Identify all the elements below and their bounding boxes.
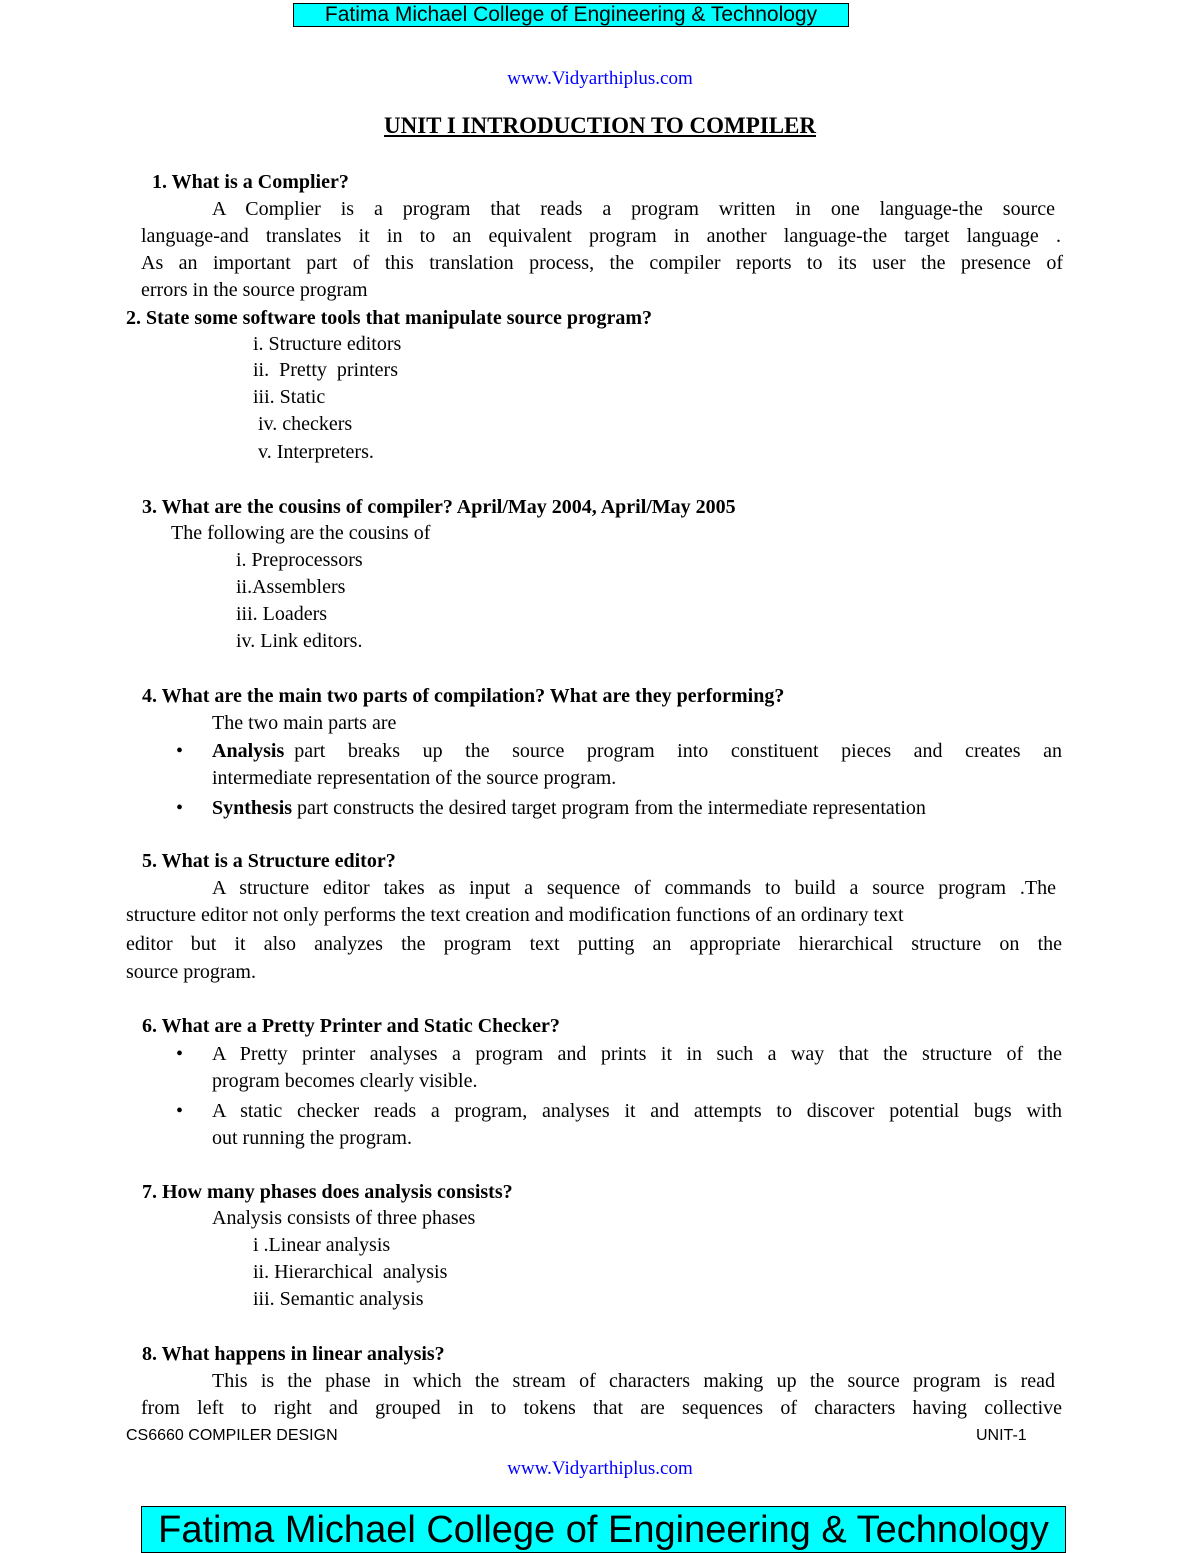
synthesis-term: Synthesis	[212, 797, 293, 819]
q5-line-1: A structure editor takes as input a sequence of commands to build a source program .The	[212, 877, 1056, 899]
q1-line-4: errors in the source program	[141, 279, 368, 301]
q6-question: 6. What are a Pretty Printer and Static Checker?	[142, 1015, 560, 1037]
q3-item-3: iii. Loaders	[236, 603, 328, 625]
q3-question: 3. What are the cousins of compiler? April/May 2004, April/May 2005	[142, 496, 736, 518]
q2-item-3: iii. Static	[253, 386, 326, 408]
footer-banner: Fatima Michael College of Engineering & Technology	[141, 1506, 1066, 1553]
q1-line-1: A Complier is a program that reads a program written in one language-the source	[212, 198, 1055, 220]
q6-bullet-2-line-1: A static checker reads a program, analyses it and attempts to discover potential bugs with	[212, 1100, 1062, 1122]
q4-question: 4. What are the main two parts of compilation? What are they performing?	[142, 685, 785, 707]
q7-item-2: ii. Hierarchical analysis	[253, 1261, 448, 1283]
q8-line-1: This is the phase in which the stream of characters making up the source program is read	[212, 1370, 1055, 1392]
q4-bullet-1-line-2: intermediate representation of the source program.	[212, 767, 617, 789]
site-link-top[interactable]: www.Vidyarthiplus.com	[507, 68, 693, 89]
footer-course: CS6660 COMPILER DESIGN	[126, 1427, 338, 1444]
q2-question: 2. State some software tools that manipulate source program?	[126, 307, 653, 329]
q7-item-3: iii. Semantic analysis	[253, 1288, 424, 1310]
q3-item-2: ii.Assemblers	[236, 576, 346, 598]
unit-title: UNIT I INTRODUCTION TO COMPILER	[384, 113, 816, 138]
site-link-bottom[interactable]: www.Vidyarthiplus.com	[507, 1458, 693, 1479]
q6-bullet-1-line-1: A Pretty printer analyses a program and prints it in such a way that the structure of the	[212, 1043, 1062, 1065]
q5-line-2: structure editor not only performs the text creation and modification functions of an ordinary text	[126, 904, 904, 926]
bullet-icon: •	[176, 1043, 184, 1065]
q2-item-2: ii. Pretty printers	[253, 359, 398, 381]
q2-item-5: v. Interpreters.	[258, 441, 374, 463]
q5-line-4: source program.	[126, 961, 256, 983]
q4-intro: The two main parts are	[212, 712, 397, 734]
q4-bullet-2	[212, 797, 926, 820]
q5-question: 5. What is a Structure editor?	[142, 850, 396, 872]
q3-item-1: i. Preprocessors	[236, 549, 363, 571]
q4-bullet-2-line-1: part constructs the desired target program from the intermediate representation	[297, 797, 926, 819]
analysis-term: Analysis	[212, 740, 285, 762]
q1-question: 1. What is a Complier?	[152, 171, 349, 193]
footer-unit: UNIT-1	[976, 1427, 1027, 1444]
bullet-icon: •	[176, 797, 184, 819]
q4-bullet-1	[212, 740, 1062, 763]
q7-intro: Analysis consists of three phases	[212, 1207, 476, 1229]
q7-item-1: i .Linear analysis	[253, 1234, 391, 1256]
q6-bullet-2-line-2: out running the program.	[212, 1127, 412, 1149]
q3-item-4: iv. Link editors.	[236, 630, 363, 652]
q2-item-1: i. Structure editors	[253, 333, 402, 355]
q1-line-3: As an important part of this translation process, the compiler reports to its user the presence of	[141, 252, 1063, 274]
q4-bullet-1-line-1: part breaks up the source program into constituent pieces and creates an	[294, 740, 1062, 762]
header-banner: Fatima Michael College of Engineering & Technology	[293, 3, 849, 27]
q5-line-3: editor but it also analyzes the program text putting an appropriate hierarchical structure on the	[126, 933, 1062, 955]
q1-line-2: language-and translates it in to an equivalent program in another language-the target language .	[141, 225, 1061, 247]
q2-item-4: iv. checkers	[258, 413, 353, 435]
bullet-icon: •	[176, 1100, 184, 1122]
bullet-icon: •	[176, 740, 184, 762]
q8-line-2: from left to right and grouped in to tokens that are sequences of characters having collective	[141, 1397, 1062, 1419]
q6-bullet-1-line-2: program becomes clearly visible.	[212, 1070, 478, 1092]
q7-question: 7. How many phases does analysis consists?	[142, 1181, 513, 1203]
q3-intro: The following are the cousins of	[171, 522, 431, 544]
q8-question: 8. What happens in linear analysis?	[142, 1343, 445, 1365]
